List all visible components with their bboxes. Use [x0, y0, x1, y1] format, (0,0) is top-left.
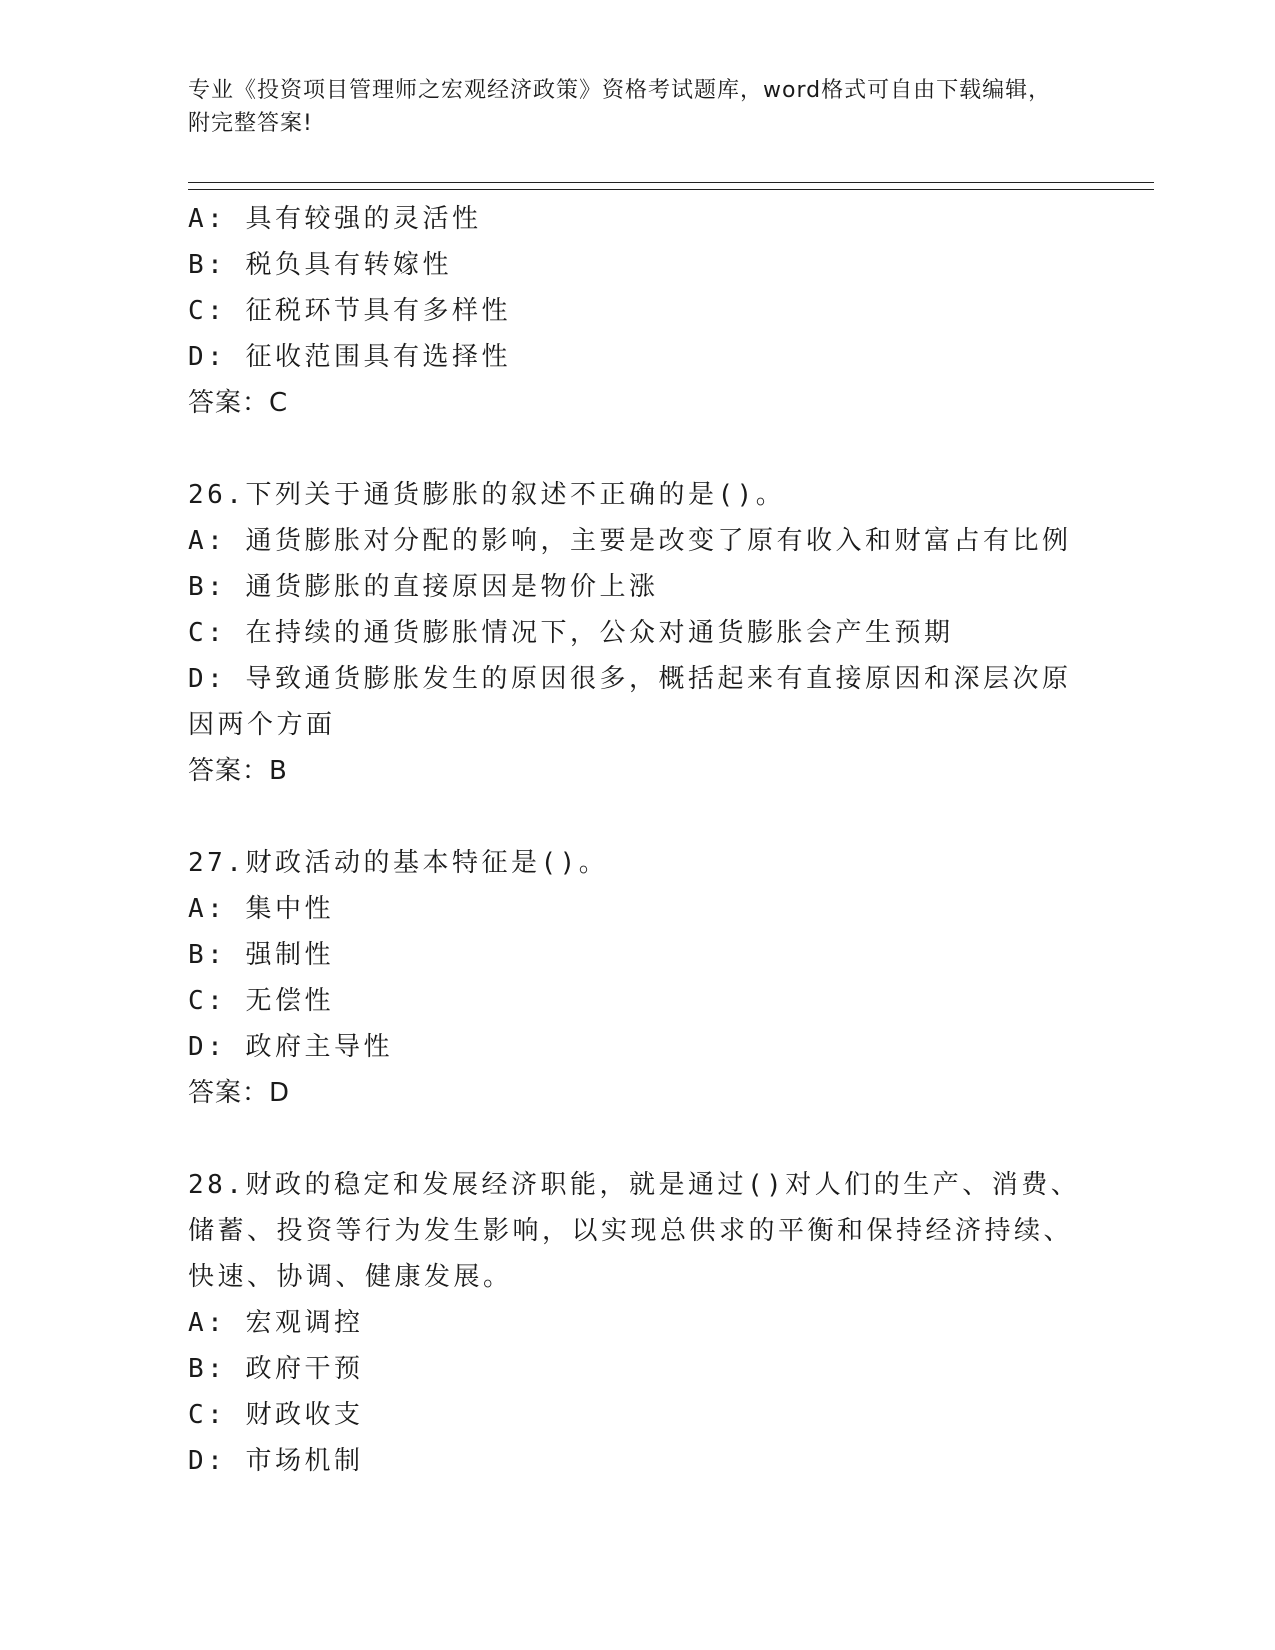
option-d: D: 政府主导性: [188, 1032, 393, 1062]
question-26: [188, 472, 1148, 794]
header-divider: [188, 182, 1154, 190]
option-c: C: 征税环节具有多样性: [188, 296, 511, 326]
option-a: A: 宏观调控: [188, 1308, 364, 1338]
answer-line: 答案：D: [188, 1078, 291, 1108]
option-b: B: 税负具有转嫁性: [188, 250, 452, 280]
option-c: C: 无偿性: [188, 986, 334, 1016]
question-25-continuation: [188, 196, 1148, 426]
answer-line: 答案：C: [188, 388, 289, 418]
option-a: A: 通货膨胀对分配的影响，主要是改变了原有收入和财富占有比例: [188, 526, 1072, 556]
document-page: [188, 74, 1148, 1484]
option-b: B: 政府干预: [188, 1354, 364, 1384]
question-27: [188, 840, 1148, 1116]
option-a: A: 集中性: [188, 894, 334, 924]
option-a: A: 具有较强的灵活性: [188, 204, 482, 234]
answer-line: 答案：B: [188, 756, 288, 786]
option-b: B: 通货膨胀的直接原因是物价上涨: [188, 572, 659, 602]
option-d: D: 征收范围具有选择性: [188, 342, 511, 372]
question-28: [188, 1162, 1148, 1484]
option-d: D: 导致通货膨胀发生的原因很多，概括起来有直接原因和深层次原因两个方面: [188, 664, 1072, 740]
option-c: C: 财政收支: [188, 1400, 364, 1430]
question-stem: 27.财政活动的基本特征是()。: [188, 848, 609, 878]
option-b: B: 强制性: [188, 940, 334, 970]
question-stem: 26.下列关于通货膨胀的叙述不正确的是()。: [188, 480, 786, 510]
document-header: 专业《投资项目管理师之宏观经济政策》资格考试题库，word格式可自由下载编辑，附完整答案!: [188, 78, 1052, 136]
option-d: D: 市场机制: [188, 1446, 364, 1476]
question-stem: 28.财政的稳定和发展经济职能，就是通过()对人们的生产、消费、储蓄、投资等行为发生影响，以实现总供求的平衡和保持经济持续、快速、协调、健康发展。: [188, 1170, 1081, 1292]
option-c: C: 在持续的通货膨胀情况下，公众对通货膨胀会产生预期: [188, 618, 954, 648]
